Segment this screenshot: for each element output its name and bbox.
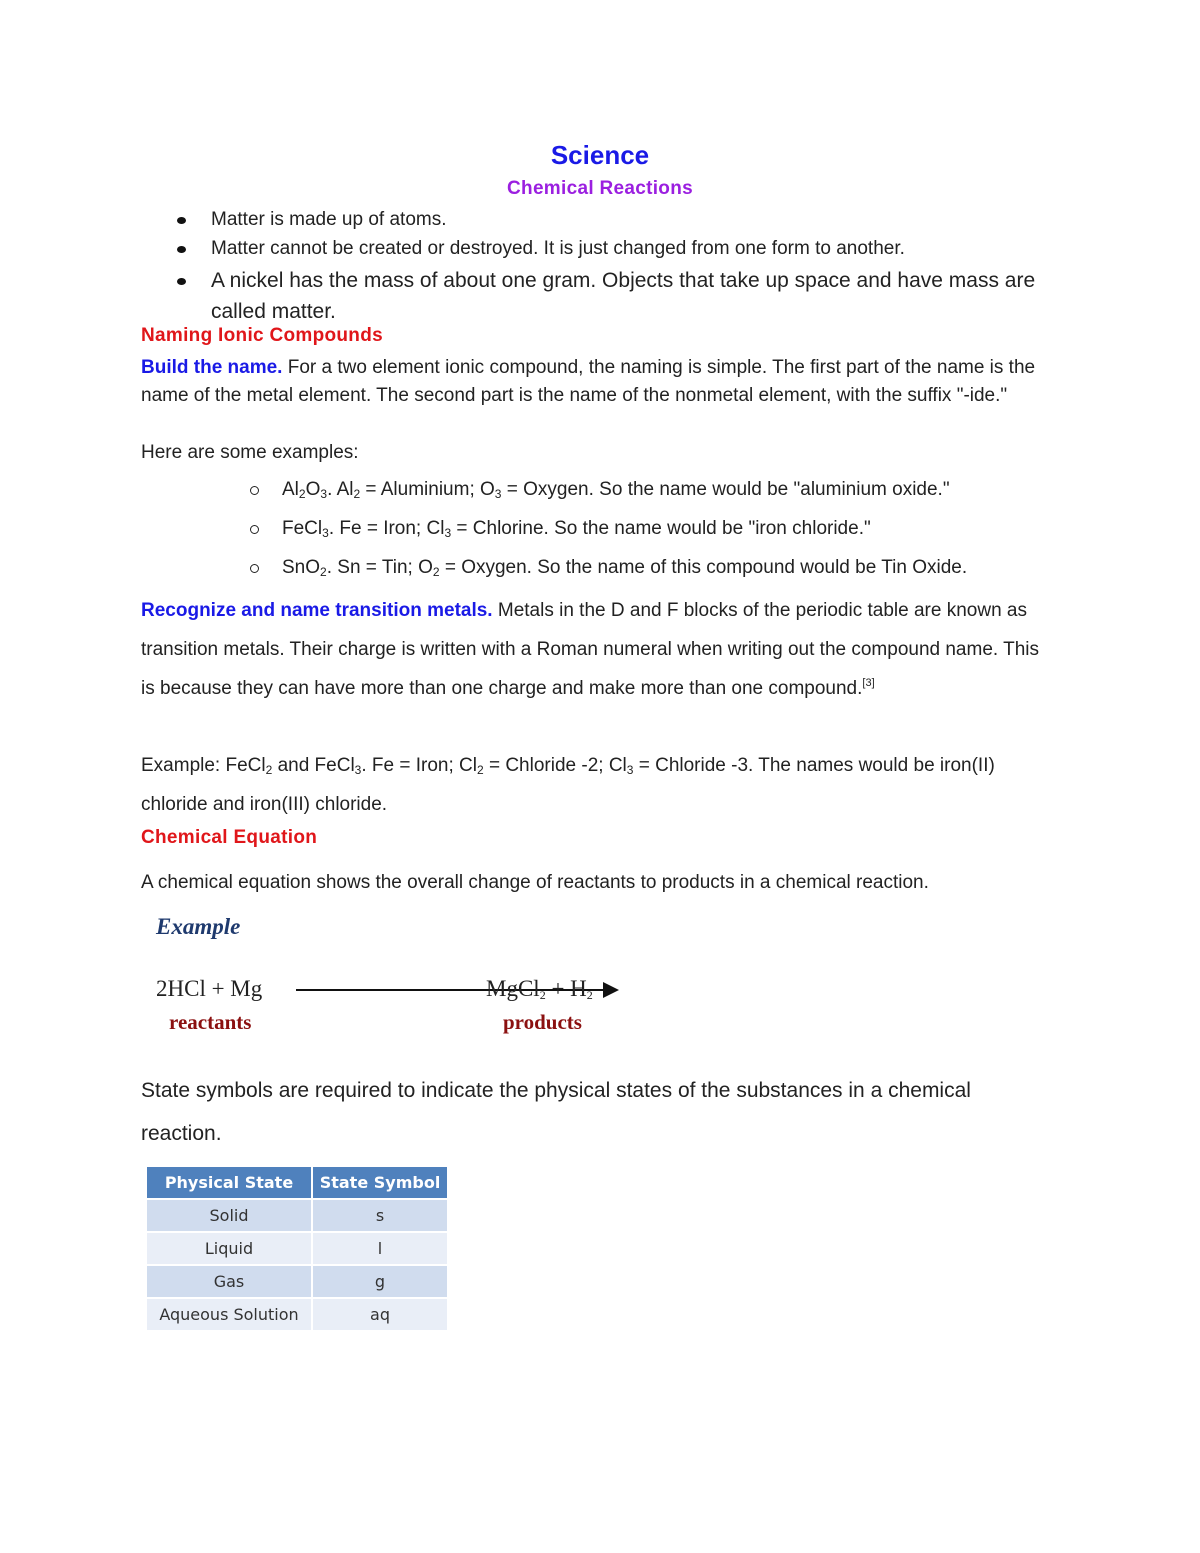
reactants-formula: 2HCl + Mg <box>156 976 263 1001</box>
bullet-item: Matter cannot be created or destroyed. It is just changed from one form to another. <box>175 234 1075 263</box>
table-row <box>146 1232 448 1265</box>
table-header: Physical State <box>146 1166 312 1199</box>
table-cell: Solid <box>146 1199 312 1232</box>
table-cell: g <box>312 1265 448 1298</box>
reactants-label: reactants <box>169 1010 252 1034</box>
bullet-item: Matter is made up of atoms. <box>175 205 1075 234</box>
equation-heading: Chemical Equation <box>141 827 318 848</box>
state-symbol-table <box>145 1165 449 1332</box>
example-item: FeCl$_3$. Fe = Iron; $Cl_3$ = Chlorine. So the name would be "iron chloride." <box>248 515 1088 554</box>
example-item: $Al_2O_3$. $Al_2$ = Aluminium; $O_3$ = Oxygen. So the name would be "aluminium oxide." <box>248 476 1088 515</box>
transition-example: Example: FeCl$_2$ and FeCl$_3$. Fe = Iron; $Cl_2$ = Chloride -2; $Cl_3$ = Chloride -3. The names would be iron(II) chloride and iron(III) chloride. <box>141 755 995 815</box>
table-row <box>146 1199 448 1232</box>
naming-paragraph <box>141 354 1056 410</box>
products-label: products <box>503 1010 582 1034</box>
page-title: Science <box>550 140 650 170</box>
table-cell: aq <box>312 1298 448 1331</box>
naming-heading: Naming Ionic Compounds <box>141 325 383 346</box>
table-row <box>146 1265 448 1298</box>
naming-lead: Build the name. <box>141 357 283 378</box>
table-header: State Symbol <box>312 1166 448 1199</box>
table-cell: s <box>312 1199 448 1232</box>
arrowhead-icon <box>603 982 619 998</box>
reference-link[interactable]: [3] <box>862 677 875 689</box>
table-cell: l <box>312 1232 448 1265</box>
equation-text: A chemical equation shows the overall change of reactants to products in a chemical reaction. <box>141 872 929 893</box>
equation-figure <box>150 910 630 1040</box>
transition-lead: Recognize and name transition metals. <box>141 600 493 621</box>
figure-title: Example <box>156 914 241 939</box>
products-formula: MgCl$_2$ + $H_2$ <box>486 976 593 1002</box>
state-symbols-text: State symbols are required to indicate the physical states of the substances in a chemical reaction. <box>141 1079 971 1145</box>
example-item: SnO$_2$. Sn = Tin; $O_2$ = Oxygen. So the name of this compound would be Tin Oxide. <box>248 554 1088 593</box>
table-cell: Gas <box>146 1265 312 1298</box>
examples-intro: Here are some examples: <box>141 442 359 463</box>
naming-examples-list <box>248 476 1088 593</box>
transition-text: Metals in the D and F blocks of the periodic table are known as transition metals. Their charge is written with a Roman numeral when writing out the compound name. This is because they can have more than one charge and make more than one compound. <box>141 600 1040 699</box>
table-cell: Aqueous Solution <box>146 1298 312 1331</box>
table-cell: Liquid <box>146 1232 312 1265</box>
naming-text: For a two element ionic compound, the naming is simple. The first part of the name is the name of the metal element. The second part is the name of the nonmetal element, with the suffix "-ide." <box>141 357 1036 406</box>
bullet-item: A nickel has the mass of about one gram. Objects that take up space and have mass are called matter. <box>175 265 1075 327</box>
table-row <box>146 1298 448 1331</box>
transition-paragraph <box>141 591 1056 708</box>
page-subtitle: Chemical Reactions <box>507 178 693 199</box>
intro-bullet-list <box>175 205 1075 327</box>
